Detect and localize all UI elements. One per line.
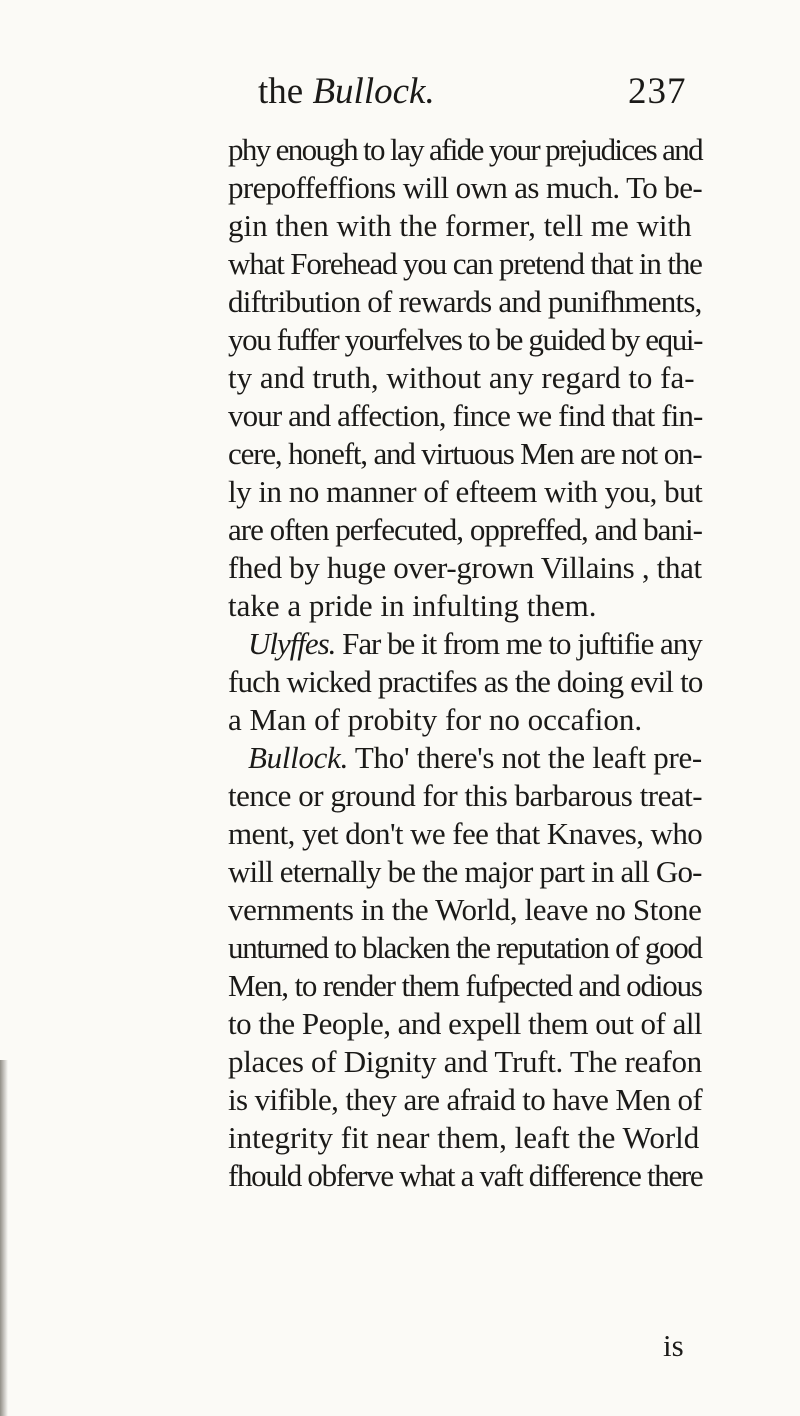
text-line <box>228 662 702 702</box>
line-text: integrity fit near them, leaft the World <box>228 1120 700 1155</box>
line-text: are often perfecuted, oppreffed, and bani- <box>228 512 702 547</box>
speaker-name: Ulyffes. <box>248 626 336 661</box>
speech-line <box>248 738 702 778</box>
line-text: ly in no manner of efteem with you, but <box>228 474 703 509</box>
text-line <box>228 320 702 360</box>
line-text: fhed by huge over-grown Villains , that <box>228 550 702 585</box>
line-text: gin then with the former, tell me with <box>228 208 692 243</box>
text-line <box>228 776 702 816</box>
text-line <box>228 966 702 1006</box>
running-head-prefix: the <box>258 71 313 112</box>
text-line <box>228 586 702 626</box>
line-text: phy enough to lay afide your prejudices and <box>228 132 702 167</box>
text-line <box>228 472 702 512</box>
text-line <box>228 1042 702 1082</box>
text-line <box>228 510 702 550</box>
line-text: fuch wicked practifes as the doing evil to <box>228 664 703 699</box>
text-line <box>228 890 702 930</box>
running-head <box>258 70 435 113</box>
running-head-title: Bullock. <box>312 71 435 112</box>
text-line <box>228 1004 702 1044</box>
line-text: you fuffer yourfelves to be guided by equi- <box>228 322 703 357</box>
line-text: ty and truth, without any regard to fa- <box>228 360 695 395</box>
text-line <box>228 168 702 208</box>
line-text: unturned to blacken the reputation of good <box>228 930 702 965</box>
text-line <box>228 548 702 588</box>
line-text: Men, to render them fufpected and odious <box>228 968 702 1003</box>
text-line <box>228 358 702 398</box>
line-text: Tho' there's not the leaft pre- <box>348 740 702 775</box>
text-line <box>228 244 702 284</box>
text-line <box>228 396 702 436</box>
line-text: vernments in the World, leave no Stone <box>228 892 702 927</box>
line-text: will eternally be the major part in all Go- <box>228 854 702 889</box>
page-header <box>0 70 800 120</box>
page-number: 237 <box>628 71 687 112</box>
line-text: tence or ground for this barbarous treat- <box>228 778 703 813</box>
text-line <box>228 1118 702 1158</box>
line-text: take a pride in infulting them. <box>228 588 597 623</box>
line-text: what Forehead you can pretend that in the <box>228 246 702 281</box>
line-text: Far be it from me to juftifie any <box>335 626 702 661</box>
text-line <box>228 434 702 474</box>
line-text: diftribution of rewards and punifhments, <box>228 284 702 319</box>
gutter-shadow <box>0 1060 8 1416</box>
text-line <box>228 928 702 968</box>
line-text: fhould obferve what a vaft difference there <box>228 1158 703 1193</box>
text-line <box>228 852 702 892</box>
speaker-name: Bullock. <box>248 740 349 775</box>
text-line <box>228 282 702 322</box>
line-text: prepoffeffions will own as much. To be- <box>228 170 703 205</box>
text-line <box>228 130 702 170</box>
line-text: places of Dignity and Truft. The reafon <box>228 1044 702 1079</box>
line-text: cere, honeft, and virtuous Men are not on- <box>228 436 702 471</box>
text-line <box>228 700 702 740</box>
line-text: is vifible, they are afraid to have Men of <box>228 1082 703 1117</box>
speech-line <box>248 624 702 664</box>
text-line <box>228 206 702 246</box>
text-line <box>228 1156 702 1196</box>
text-line <box>228 1080 702 1120</box>
line-text: a Man of probity for no occafion. <box>228 702 643 737</box>
line-text: vour and affection, fince we find that fin- <box>228 398 703 433</box>
text-line <box>228 814 702 854</box>
line-text: to the People, and expell them out of all <box>228 1006 703 1041</box>
catchword: is <box>663 1328 684 1363</box>
line-text: ment, yet don't we fee that Knaves, who <box>228 816 703 851</box>
